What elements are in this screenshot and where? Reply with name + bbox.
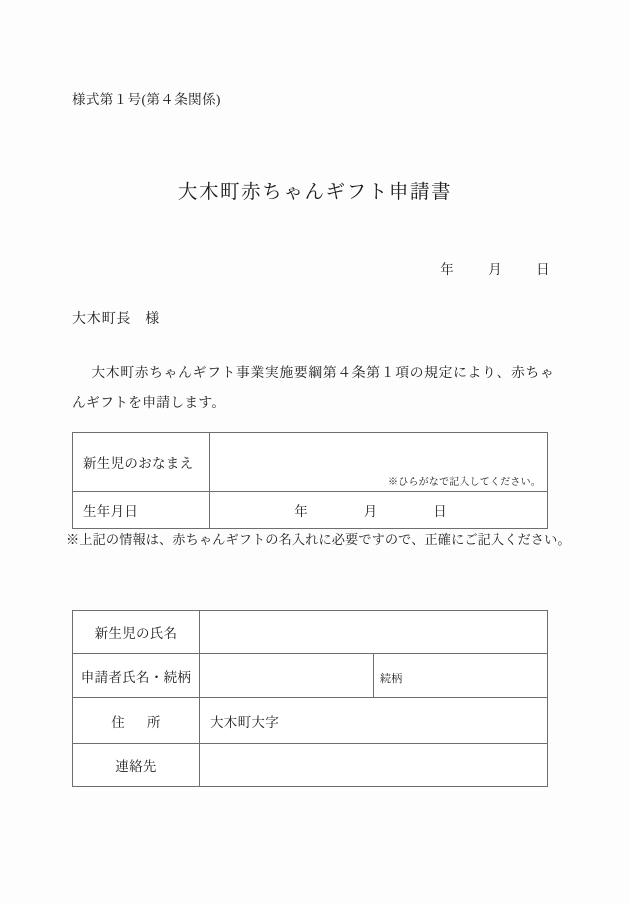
birth-month-label: 月 (363, 504, 378, 519)
address-label (73, 698, 200, 744)
table-row (73, 492, 548, 529)
relation-input-cell[interactable] (374, 654, 548, 698)
hiragana-hint: ※ひらがなで記入してください。 (388, 477, 541, 488)
addressee-name: 大木町長 (72, 312, 132, 327)
date-year-label: 年 (440, 262, 455, 277)
newborn-fullname-input-cell[interactable] (200, 611, 548, 654)
newborn-fullname-label: 新生児の氏名 (73, 611, 200, 654)
relation-label: 続柄 (380, 672, 403, 685)
addressee (72, 308, 160, 328)
table-row (73, 698, 548, 744)
table-footnote: ※上記の情報は、赤ちゃんギフトの名入れに必要ですので、正確にご記入ください。 (66, 532, 571, 547)
addressee-honorific: 様 (145, 312, 161, 327)
date-day-label: 日 (536, 262, 550, 277)
birthdate-ymd-labels (210, 500, 547, 520)
table-row (73, 654, 548, 698)
newborn-name-input-cell[interactable] (210, 433, 548, 492)
applicant-info-table (72, 610, 548, 787)
form-number: 様式第１号(第４条関係) (72, 92, 221, 107)
date-month-label: 月 (488, 262, 503, 277)
newborn-info-table (72, 432, 548, 529)
birth-year-label: 年 (294, 504, 308, 519)
applicant-name-input-cell[interactable] (200, 654, 374, 698)
contact-label: 連絡先 (73, 744, 200, 787)
date-entry-line (0, 258, 550, 278)
newborn-name-label: 新生児のおなまえ (73, 433, 210, 492)
table-row (73, 744, 548, 787)
address-label-part1: 住 (111, 714, 125, 730)
applicant-name-relation-label: 申請者氏名・続柄 (73, 654, 200, 698)
address-label-part2: 所 (147, 714, 161, 730)
birth-day-label: 日 (433, 504, 447, 519)
body-paragraph: 大木町赤ちゃんギフト事業実施要綱第４条第１項の規定により、赤ちゃんギフトを申請します。 (72, 365, 554, 410)
table-row (73, 433, 548, 492)
contact-input-cell[interactable] (200, 744, 548, 787)
birthdate-input-cell[interactable] (210, 492, 548, 529)
birthdate-label: 生年月日 (73, 492, 210, 529)
table-row (73, 611, 548, 654)
address-input-cell[interactable]: 大木町大字 (200, 698, 548, 744)
page-title: 大木町赤ちゃんギフト申請書 (177, 182, 453, 203)
